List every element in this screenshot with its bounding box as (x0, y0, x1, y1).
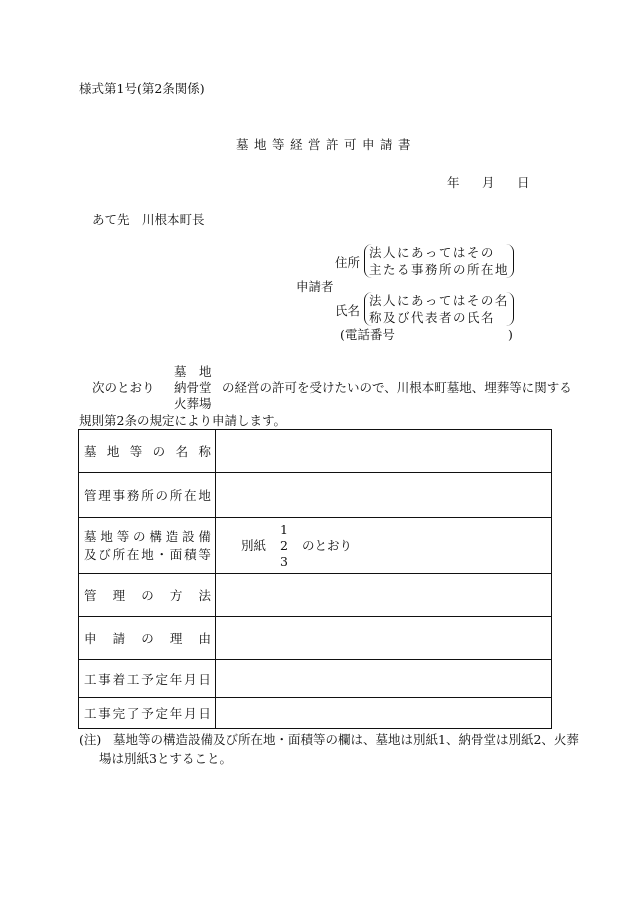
address-note-line-2: 主たる事務所の所在地 (369, 262, 510, 277)
table-row (79, 518, 552, 574)
date-day: 日 (517, 175, 530, 190)
note-line-2: 場は別紙3とすること。 (99, 751, 232, 766)
address-label: 住所 (335, 255, 361, 270)
row-label-structure-line-2: 及 び 所 在 地 ・ 面 積 等 (84, 546, 211, 562)
name-note-bracket (364, 292, 514, 326)
value-structure-prefix: 別紙 (241, 538, 267, 553)
table-row (79, 473, 552, 518)
name-note-line-1: 法人にあってはその名 (369, 293, 509, 308)
note-mark: (注) (79, 732, 102, 747)
application-table (78, 429, 552, 729)
value-reason[interactable] (216, 617, 552, 660)
name-note-line-2: 称及び代表者の氏名 (369, 310, 496, 325)
body-rest: の経営の許可を受けたいので、川根本町墓地、埋葬等に関する (222, 380, 572, 395)
table-row (79, 574, 552, 617)
applicant-label: 申請者 (296, 279, 334, 294)
phone-close: ) (508, 327, 513, 342)
table-row (79, 698, 552, 729)
row-label-completion-date: 工 事 完 了 予 定 年 月 日 (84, 706, 211, 721)
value-structure-number-2: 2 (280, 538, 288, 553)
body-line-2: 規則第2条の規定により申請します。 (79, 413, 286, 428)
value-structure[interactable] (216, 518, 552, 574)
row-label-management-method: 管 理 の 方 法 (84, 588, 211, 603)
facility-type-cemetery: 墓 地 (174, 364, 212, 379)
address-note-bracket (364, 244, 514, 278)
facility-types (174, 364, 212, 412)
date-month: 月 (482, 175, 495, 190)
addressee: あて先 川根本町長 (92, 212, 205, 227)
table-row (79, 660, 552, 698)
phone-open: (電話番号 (340, 327, 395, 342)
value-office-location[interactable] (216, 473, 552, 518)
value-completion-date[interactable] (216, 698, 552, 729)
value-management-method[interactable] (216, 574, 552, 617)
value-structure-number-3: 3 (280, 554, 288, 569)
value-structure-suffix: のとおり (302, 538, 353, 553)
table-row (79, 430, 552, 473)
row-label-office-location: 管 理 事 務 所 の 所 在 地 (84, 488, 211, 503)
row-label-structure-line-1: 墓 地 等 の 構 造 設 備 (84, 528, 211, 544)
row-label-start-date: 工 事 着 工 予 定 年 月 日 (84, 671, 211, 687)
address-note-line-1: 法人にあってはその (369, 245, 495, 260)
note-line-1: 墓地等の構造設備及び所在地・面積等の欄は、墓地は別紙1、納骨堂は別紙2、火葬 (113, 732, 579, 747)
table-row (79, 617, 552, 660)
facility-type-ossuary: 納骨堂 (174, 380, 212, 395)
body-lead: 次のとおり (92, 380, 155, 395)
value-structure-number-1: 1 (280, 522, 288, 537)
row-label-reason: 申 請 の 理 由 (84, 631, 211, 646)
form-number: 様式第1号(第2条関係) (79, 81, 205, 96)
row-label-cemetery-name: 墓 地 等 の 名 称 (84, 444, 211, 459)
facility-type-crematorium: 火葬場 (174, 396, 212, 411)
value-cemetery-name[interactable] (216, 430, 552, 473)
value-start-date[interactable] (216, 660, 552, 698)
page-title: 墓地等経営許可申請書 (236, 137, 417, 152)
name-label: 氏名 (335, 303, 361, 318)
date-year: 年 (447, 175, 460, 190)
